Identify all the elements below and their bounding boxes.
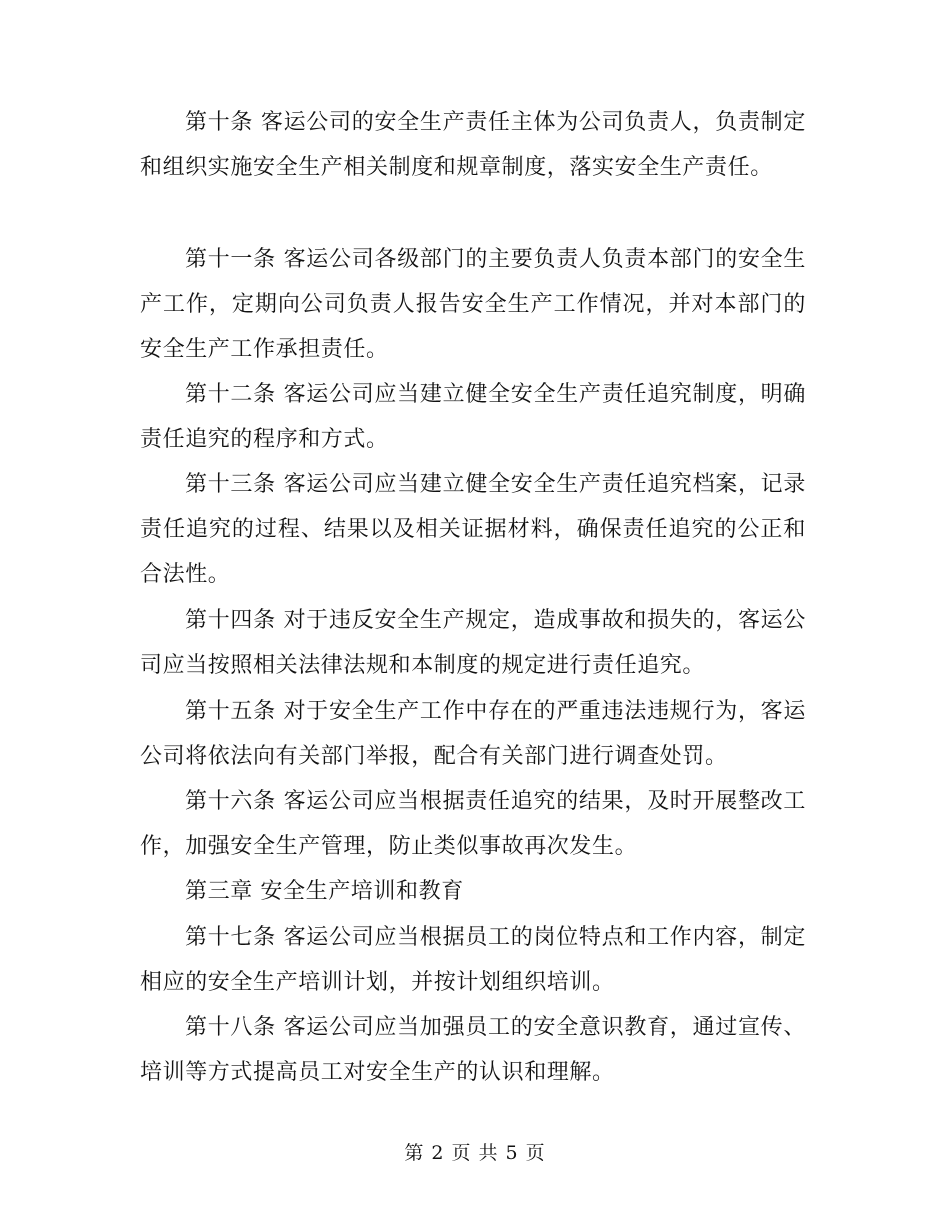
article-12: 第十二条 客运公司应当建立健全安全生产责任追究制度，明确责任追究的程序和方式。 <box>140 382 806 452</box>
article-16: 第十六条 客运公司应当根据责任追究的结果，及时开展整改工作，加强安全生产管理，防止类似事故再次发生。 <box>140 789 806 859</box>
article-11: 第十一条 客运公司各级部门的主要负责人负责本部门的安全生产工作，定期向公司负责人报告安全生产工作情况，并对本部门的安全生产工作承担责任。 <box>140 247 806 362</box>
article-18: 第十八条 客运公司应当加强员工的安全意识教育，通过宣传、培训等方式提高员工对安全生产的认识和理解。 <box>140 1015 806 1085</box>
chapter-3-heading: 第三章 安全生产培训和教育 <box>185 879 464 904</box>
article-14: 第十四条 对于违反安全生产规定，造成事故和损失的，客运公司应当按照相关法律法规和本制度的规定进行责任追究。 <box>140 608 806 678</box>
page-footer <box>0 1138 950 1168</box>
article-17: 第十七条 客运公司应当根据员工的岗位特点和工作内容，制定相应的安全生产培训计划，并按计划组织培训。 <box>140 925 806 995</box>
page-number: 第 2 页 共 5 页 <box>404 1142 546 1164</box>
article-15: 第十五条 对于安全生产工作中存在的严重违法违规行为，客运公司将依法向有关部门举报，配合有关部门进行调查处罚。 <box>140 699 806 769</box>
article-10: 第十条 客运公司的安全生产责任主体为公司负责人，负责制定和组织实施安全生产相关制度和规章制度，落实安全生产责任。 <box>140 110 806 180</box>
article-13: 第十三条 客运公司应当建立健全安全生产责任追究档案，记录责任追究的过程、结果以及相关证据材料，确保责任追究的公正和合法性。 <box>140 472 806 587</box>
